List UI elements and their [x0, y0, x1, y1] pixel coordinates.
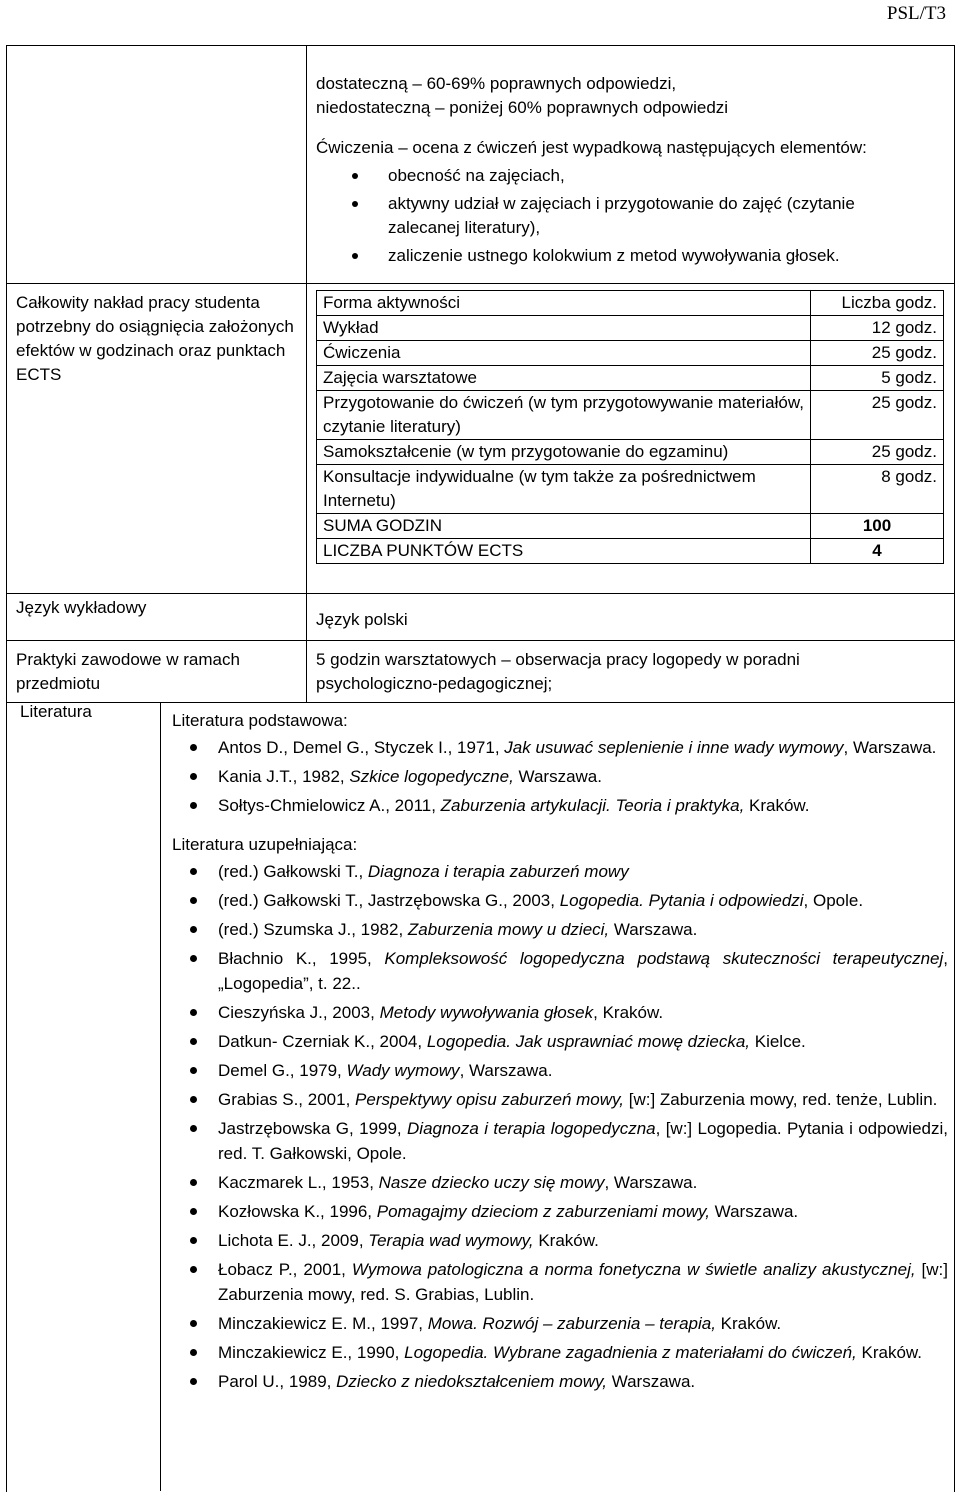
literature-author: Minczakiewicz E., 1990, [218, 1343, 405, 1362]
ects-label: LICZBA PUNKTÓW ECTS [317, 539, 811, 564]
literature-title: Logopedia. Jak usprawniać mowę dziecka, [426, 1032, 751, 1051]
literature-item [172, 735, 948, 760]
table-row [317, 440, 944, 465]
table-row [317, 341, 944, 366]
literature-item [172, 1058, 948, 1083]
literature-item [172, 793, 948, 818]
literature-item [172, 1369, 948, 1394]
hours-cell: 5 godz. [811, 366, 944, 391]
practice-label: Praktyki zawodowe w ramach przedmiotu [16, 650, 240, 693]
exercises-intro: Ćwiczenia – ocena z ćwiczeń jest wypadkową następujących elementów: [316, 138, 867, 157]
hours-cell: 25 godz. [811, 391, 944, 440]
literature-author: Kozłowska K., 1996, [218, 1202, 377, 1221]
hours-cell: 25 godz. [811, 341, 944, 366]
exercise-criteria-list [316, 164, 946, 268]
table-row [317, 514, 944, 539]
literature-title: Logopedia. Wybrane zagadnienia z materiałami do ćwiczeń, [404, 1343, 857, 1362]
ects-value: 4 [811, 539, 944, 564]
literature-publisher: , Warszawa. [843, 738, 937, 757]
literature-author: Minczakiewicz E. M., 1997, [218, 1314, 428, 1333]
literature-item [172, 888, 948, 913]
literature-title: Metody wywoływania głosek [379, 1003, 594, 1022]
assessment-line: dostateczną – 60-69% poprawnych odpowiedzi, [316, 74, 677, 93]
literature-publisher: , Kraków. [593, 1003, 664, 1022]
hours-cell: 8 godz. [811, 465, 944, 514]
literature-author: Grabias S., 2001, [218, 1090, 356, 1109]
literature-publisher: Kraków. [856, 1343, 922, 1362]
literature-publisher: , Opole. [803, 891, 864, 910]
literature-author: (red.) Gałkowski T., Jastrzębowska G., 2003, [218, 891, 560, 910]
hours-cell: 12 godz. [811, 316, 944, 341]
literature-publisher: Warszawa. [513, 767, 602, 786]
activity-cell: Przygotowanie do ćwiczeń (w tym przygotowywanie materiałów, czytanie literatury) [317, 391, 811, 440]
table-row [317, 539, 944, 564]
literature-item [172, 1228, 948, 1253]
literature-author: Lichota E. J., 2009, [218, 1231, 369, 1250]
row-divider-language [6, 593, 954, 594]
workload-label: Całkowity nakład pracy studenta potrzebny do osiągnięcia założonych efektów w godzinach oraz punktach ECTS [16, 293, 294, 384]
basic-literature-heading: Literatura podstawowa: [172, 711, 348, 730]
literature-publisher: Kraków. [533, 1231, 599, 1250]
practice-value: 5 godzin warsztatowych – obserwacja pracy logopedy w poradni psychologiczno-pedagogicznej; [316, 650, 800, 693]
table-row [317, 366, 944, 391]
literature-item [172, 917, 948, 942]
literature-publisher: [w:] Zaburzenia mowy, red. tenże, Lublin. [624, 1090, 938, 1109]
table-row [317, 391, 944, 440]
supplementary-literature-heading: Literatura uzupełniająca: [172, 835, 358, 854]
literature-author: Łobacz P., 2001, [218, 1260, 352, 1279]
literature-author: Kania J.T., 1982, [218, 767, 350, 786]
literature-title: Kompleksowość logopedyczna podstawą skuteczności terapeutycznej [384, 949, 944, 968]
table-row [317, 291, 944, 316]
literature-publisher: Warszawa. [606, 1372, 696, 1391]
literature-author: Błachnio K., 1995, [218, 949, 385, 968]
literature-title: Mowa. Rozwój – zaburzenia – terapia, [427, 1314, 716, 1333]
activity-cell: Zajęcia warsztatowe [317, 366, 811, 391]
table-row [317, 316, 944, 341]
literature-item [172, 1257, 948, 1307]
literature-item [172, 1170, 948, 1195]
language-value: Język polski [316, 610, 408, 629]
literature-publisher: [w:] Zaburzenia mowy, red. S. Grabias, Lublin. [218, 1260, 948, 1304]
literature-section [172, 708, 948, 1398]
literature-title: Wymowa patologiczna a norma fonetyczna w świetle analizy akustycznej, [351, 1260, 916, 1279]
literature-item [172, 1116, 948, 1166]
literature-publisher: Warszawa. [709, 1202, 799, 1221]
sum-value: 100 [811, 514, 944, 539]
literature-title: Perspektywy opisu zaburzeń mowy, [355, 1090, 624, 1109]
literature-publisher: Kraków. [744, 796, 810, 815]
activity-cell: Ćwiczenia [317, 341, 811, 366]
literature-title: Diagnoza i terapia zaburzeń mowy [367, 862, 629, 881]
assessment-section [316, 72, 946, 268]
literature-title: Zaburzenia mowy u dzieci, [407, 920, 610, 939]
literature-label: Literatura [20, 702, 92, 721]
literature-title: Jak usuwać seplenienie i inne wady wymowy [504, 738, 844, 757]
literature-item [172, 1087, 948, 1112]
list-item: zaliczenie ustnego kolokwium z metod wywoływania głosek. [316, 244, 946, 268]
assessment-line: niedostateczną – poniżej 60% poprawnych odpowiedzi [316, 98, 729, 117]
literature-author: Antos D., Demel G., Styczek I., 1971, [218, 738, 505, 757]
literature-title: Zaburzenia artykulacji. Teoria i praktyka, [440, 796, 745, 815]
literature-author: (red.) Gałkowski T., [218, 862, 368, 881]
literature-author: (red.) Szumska J., 1982, [218, 920, 408, 939]
literature-publisher: , Warszawa. [604, 1173, 698, 1192]
literature-item [172, 859, 948, 884]
literature-title: Terapia wad wymowy, [368, 1231, 534, 1250]
table-header-hours: Liczba godz. [811, 291, 944, 316]
literature-author: Jastrzębowska G, 1999, [218, 1119, 408, 1138]
activity-cell: Wykład [317, 316, 811, 341]
language-label: Język wykładowy [16, 598, 147, 617]
literature-publisher: , „Logopedia”, t. 22.. [218, 949, 948, 993]
row-divider-practice [6, 640, 954, 641]
literature-title: Wady wymowy [346, 1061, 460, 1080]
literature-item [172, 1029, 948, 1054]
sum-label: SUMA GODZIN [317, 514, 811, 539]
literature-item [172, 1340, 948, 1365]
table-row [317, 465, 944, 514]
table-header-activity: Forma aktywności [317, 291, 811, 316]
literature-item [172, 764, 948, 789]
workload-table [316, 290, 944, 564]
list-item: aktywny udział w zajęciach i przygotowanie do zajęć (czytanie zalecanej literatury), [316, 192, 946, 240]
literature-author: Kaczmarek L., 1953, [218, 1173, 379, 1192]
literature-item [172, 946, 948, 996]
literature-author: Demel G., 1979, [218, 1061, 347, 1080]
activity-cell: Samokształcenie (w tym przygotowanie do egzaminu) [317, 440, 811, 465]
literature-title: Nasze dziecko uczy się mowy [378, 1173, 605, 1192]
literature-publisher: Kielce. [750, 1032, 806, 1051]
literature-publisher: Kraków. [715, 1314, 782, 1333]
literature-title: Diagnoza i terapia logopedyczna [407, 1119, 656, 1138]
literature-author: Parol U., 1989, [218, 1372, 337, 1391]
basic-literature-list [172, 735, 948, 818]
literature-author: Cieszyńska J., 2003, [218, 1003, 380, 1022]
list-item: obecność na zajęciach, [316, 164, 946, 188]
literature-title: Szkice logopedyczne, [349, 767, 514, 786]
literature-publisher: Warszawa. [609, 920, 698, 939]
literature-item [172, 1311, 948, 1336]
column-divider-literature [160, 702, 161, 1491]
literature-author: Datkun- Czerniak K., 2004, [218, 1032, 427, 1051]
page-code: PSL/T3 [886, 3, 946, 24]
literature-title: Logopedia. Pytania i odpowiedzi [559, 891, 804, 910]
literature-author: Sołtys-Chmielowicz A., 2011, [218, 796, 441, 815]
literature-publisher: , Warszawa. [459, 1061, 553, 1080]
supplementary-literature-list [172, 859, 948, 1394]
activity-cell: Konsultacje indywidualne (w tym także za pośrednictwem Internetu) [317, 465, 811, 514]
column-divider [306, 45, 307, 702]
hours-cell: 25 godz. [811, 440, 944, 465]
literature-title: Dziecko z niedokształceniem mowy, [336, 1372, 607, 1391]
literature-publisher: , [w:] Logopedia. Pytania i odpowiedzi, red. T. Gałkowski, Opole. [218, 1119, 948, 1163]
literature-title: Pomagajmy dzieciom z zaburzeniami mowy, [376, 1202, 710, 1221]
literature-item [172, 1000, 948, 1025]
row-divider-literature [6, 702, 954, 703]
row-divider-workload [6, 283, 954, 284]
literature-item [172, 1199, 948, 1224]
